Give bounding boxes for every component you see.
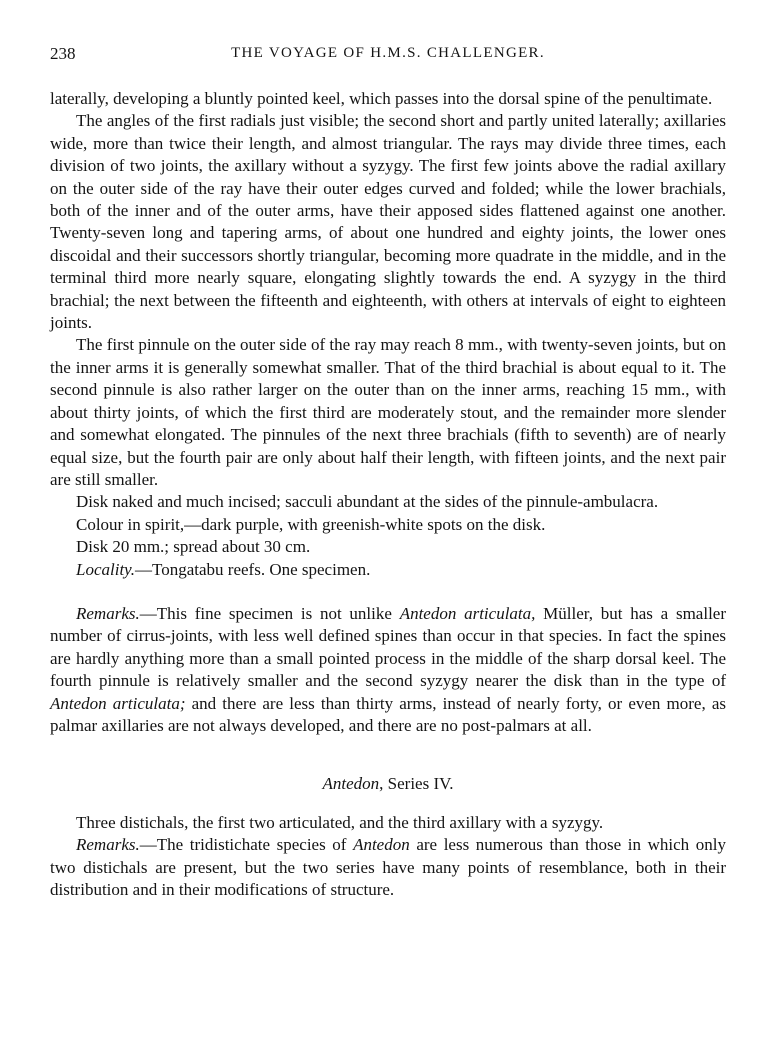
species-name: Antedon articulata, — [399, 603, 536, 623]
paragraph-measurements: Disk 20 mm.; spread about 30 cm. — [76, 537, 311, 557]
remarks-text-1: —This fine specimen is not unlike — [139, 603, 400, 623]
paragraph-locality — [50, 559, 726, 581]
genus-name: Antedon — [353, 835, 410, 855]
paragraph-remarks — [50, 603, 726, 737]
paragraph-distichals: Three distichals, the first two articulated, and the third axillary with a syzygy. — [76, 812, 604, 832]
running-title: THE VOYAGE OF H.M.S. CHALLENGER. — [231, 45, 545, 61]
paragraph-disk: Disk naked and much incised; sacculi abundant at the sides of the pinnule-ambulacra. — [76, 492, 659, 512]
remarks-label: Remarks. — [76, 603, 140, 623]
species-name: Antedon articulata; — [50, 693, 186, 713]
page-number: 238 — [50, 44, 76, 63]
paragraph-continuation: laterally, developing a bluntly pointed keel, which passes into the dorsal spine of the penultimate. — [50, 89, 713, 108]
remarks-text-2: are less numerous than those in which only two distichals are present, but the two series have many points of resemblance, both in their distribution and in their modifications of structure. — [50, 835, 726, 899]
paragraph-pinnules: The first pinnule on the outer side of the ray may reach 8 mm., with twenty-seven joints, but on the inner arms it is generally somewhat smaller. That of the third brachial is about equal to it. The second pinnule is also rather larger on the outer than on the inner arms, reaching 15 mm., with about thirty joints, of which the first third are moderately stout, and the remainder more slender and somewhat elongated. The pinnules of the next three brachials (fifth to seventh) are of nearly equal size, but the fourth pair are only about half their length, with fifteen joints, and the next pair are still smaller. — [50, 335, 726, 489]
section-heading — [50, 773, 726, 795]
remarks-text-3: and there are less than thirty arms, instead of nearly forty, or even more, as palmar axillaries are not always developed, and there are no post-palmars at all. — [50, 693, 726, 735]
remarks-text-2: Müller, but has a smaller number of cirrus-joints, with less well defined spines than occur in that species. In fact the spines are hardly anything more than a small pointed process in the middle of the sharp dorsal keel. The fourth pinnule is relatively smaller and the second syzygy nearer the disk than in the type of — [50, 603, 726, 691]
remarks-text-1: —The tridistichate species of — [139, 835, 354, 855]
paragraph-radials: The angles of the first radials just visible; the second short and partly united laterally; axillaries wide, more than twice their length, and almost triangular. The rays may divide three times, each division of two joints, the axillary without a syzygy. The first few joints above the radial axillary on the outer side of the ray have their outer edges curved and folded; while the lower brachials, both of the inner and of the outer arms, have their apposed sides flattened against one another. Twenty-seven long and tapering arms, of about one hundred and eighty joints, the lower ones discoidal and their successors shortly triangular, becoming more quadrate in the middle, and in the terminal third more nearly square, elongating slightly towards the end. A syzygy in the third brachial; the next between the fifteenth and eighteenth, with others at intervals of eight to eighteen joints. — [50, 111, 726, 333]
section-genus: Antedon — [322, 774, 380, 794]
remarks-label: Remarks. — [76, 835, 140, 855]
running-head — [50, 44, 726, 64]
section-series: , Series IV. — [379, 774, 454, 794]
locality-text: —Tongatabu reefs. One specimen. — [135, 559, 371, 579]
locality-label: Locality. — [76, 559, 136, 579]
body-text — [50, 88, 726, 901]
paragraph-remarks-series-iv — [50, 834, 726, 901]
paragraph-colour: Colour in spirit,—dark purple, with greenish-white spots on the disk. — [76, 514, 546, 534]
